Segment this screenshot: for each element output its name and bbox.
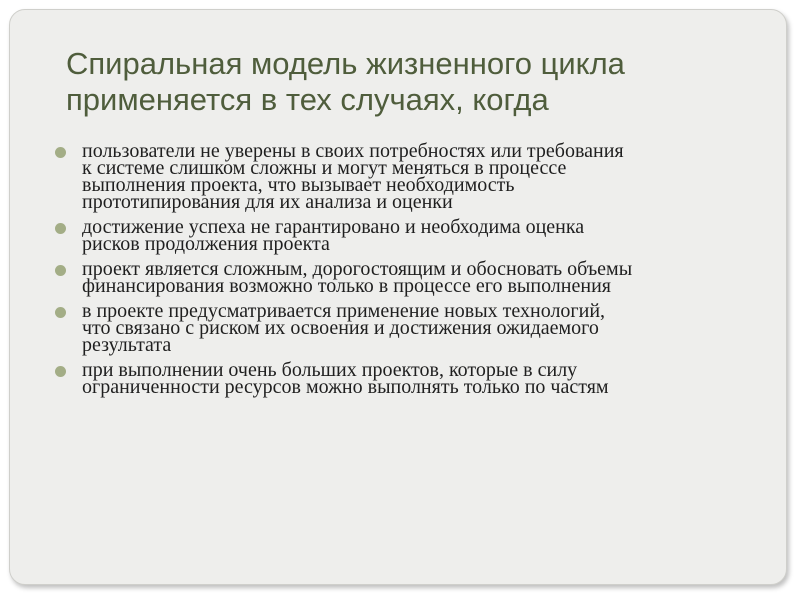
bullet-line: выполнения проекта, что вызывает необходимость: [82, 174, 515, 196]
bullet-text: [82, 140, 780, 213]
bullet-list: [50, 140, 780, 404]
bullet-text: [82, 258, 780, 297]
bullet-item: [50, 216, 780, 255]
bullet-line: к системе слишком сложны и могут меняться в процессе: [82, 157, 567, 179]
bullet-line: проект является сложным, дорогостоящим и обосновать объемы: [82, 258, 633, 280]
bullet-text: [82, 300, 780, 356]
slide-frame: [9, 9, 787, 585]
bullet-line: что связано с риском их освоения и достижения ожидаемого: [82, 317, 599, 339]
bullet-line: рисков продолжения проекта: [82, 233, 330, 255]
bullet-line: прототипирования для их анализа и оценки: [82, 191, 453, 213]
bullet-line: достижение успеха не гарантировано и необходима оценка: [82, 216, 585, 238]
bullet-line: пользователи не уверены в своих потребностях или требования: [82, 140, 624, 162]
bullet-item: [50, 359, 780, 398]
circle-bullet-icon: [55, 265, 66, 276]
slide-title-line: Спиральная модель жизненного цикла: [66, 46, 625, 81]
bullet-line: в проекте предусматривается применение новых технологий,: [82, 300, 606, 322]
bullet-line: ограниченности ресурсов можно выполнять только по частям: [82, 376, 609, 398]
bullet-line: при выполнении очень больших проектов, которые в силу: [82, 359, 578, 381]
bullet-item: [50, 300, 780, 356]
bullet-line: результата: [82, 334, 172, 356]
bullet-text: [82, 216, 780, 255]
bullet-line: финансирования возможно только в процессе его выполнения: [82, 275, 611, 297]
slide-title-line: применяется в тех случаях, когда: [66, 82, 549, 117]
slide-title: [66, 46, 766, 118]
circle-bullet-icon: [55, 307, 66, 318]
bullet-item: [50, 258, 780, 297]
bullet-text: [82, 359, 780, 398]
bullet-item: [50, 140, 780, 213]
circle-bullet-icon: [55, 366, 66, 377]
circle-bullet-icon: [55, 223, 66, 234]
circle-bullet-icon: [55, 147, 66, 158]
